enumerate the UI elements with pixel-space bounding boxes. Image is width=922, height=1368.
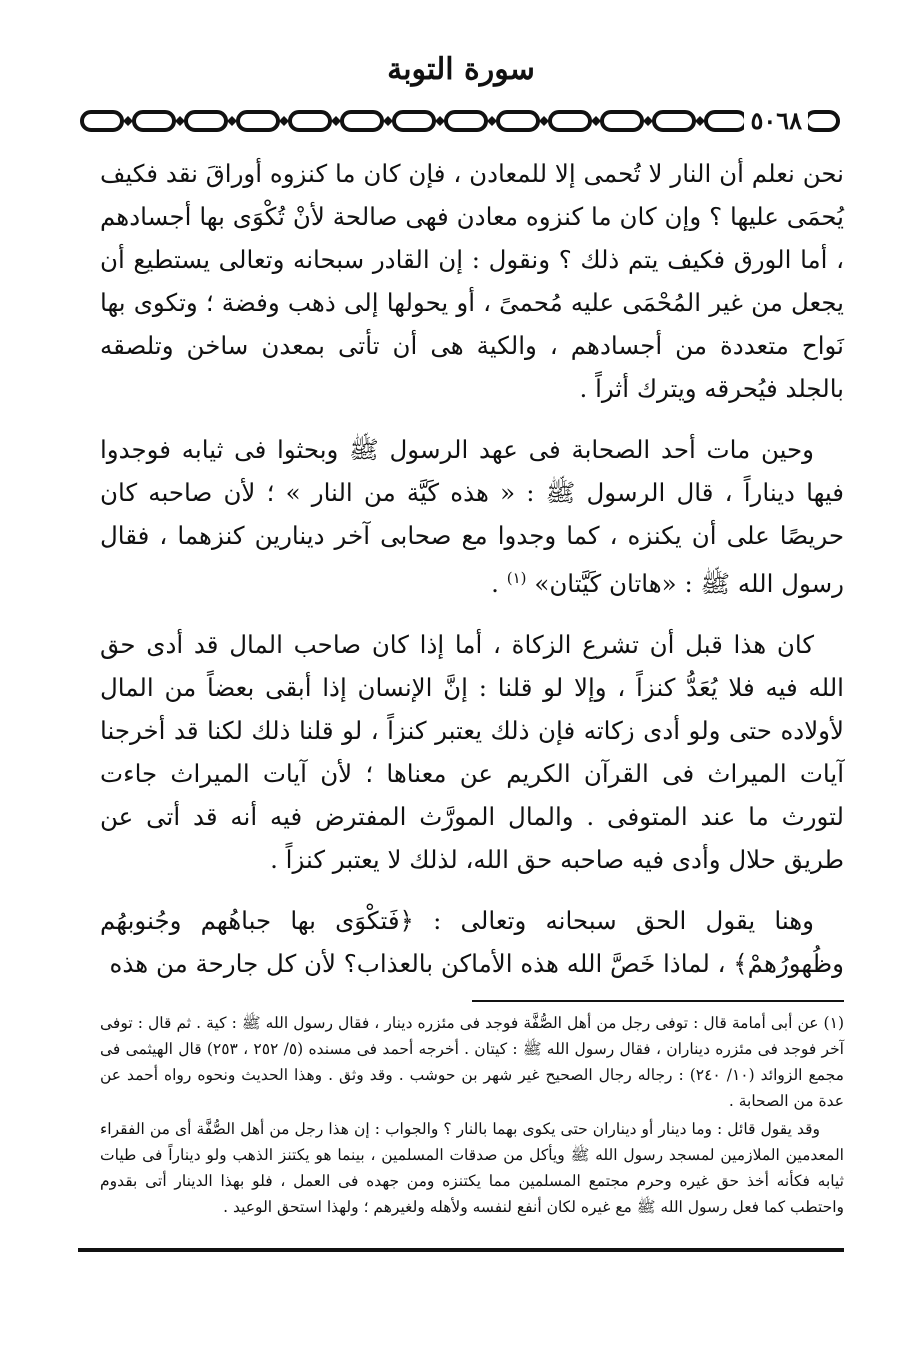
paragraph-2-text: وحين مات أحد الصحابة فى عهد الرسول ﷺ وبحثوا فى ثيابه فوجدوا فيها ديناراً ، قال الرسول ﷺ : « هذه كَيَّة من النار » ؛ لأن صاحبه كان حريصًا على أن يكنزه ، كما وجدوا مع صحابى آخر دينارين كنزهما ، فقال رسول الله ﷺ : «هاتان كَيَّتان» xyxy=(100,435,844,599)
paragraph-4: وهنا يقول الحق سبحانه وتعالى : ﴿فَتكْوَى بها جباهُهم وجُنوبهُم وظُهورُهمْ﴾ ، لماذا خَصَّ الله هذه الأماكن بالعذاب؟ لأن كل جارحة من هذه xyxy=(100,906,844,979)
footnote-reference: (١) xyxy=(506,569,527,587)
ornament-chain-icon xyxy=(78,104,842,138)
decorative-border xyxy=(78,104,842,138)
main-text xyxy=(100,152,844,1003)
footnotes xyxy=(100,1010,844,1222)
footnote-2: وقد يقول قائل : وما دينار أو ديناران حتى يكوى بهما بالنار ؟ والجواب : إن هذا رجل من أهل الصُّفَّة أى من الفقراء المعدمين الملازمين لمسجد رسول الله ﷺ ويأكل من صدقات المسلمين ، بينما هو يكتنز الذهب ولو ديناراً فى طيات ثيابه فكأنه أخذ حق غيره وحرم مجتمع المسلمين مما يكتنزه ومن جهده فى العمل ، فلو بهذا الدينار أتى بقدوم واحتطب كما فعل رسول الله ﷺ مع غيره لكان أنفع لنفسه ولأهله ولغيرهم ؛ ولهذا استحق الوعيد . xyxy=(100,1120,844,1216)
surah-title: سورة التوبة xyxy=(387,52,535,87)
bottom-divider xyxy=(78,1248,844,1252)
paragraph-2: وحين مات أحد الصحابة فى عهد الرسول ﷺ وبحثوا فى ثيابه فوجدوا فيها ديناراً ، قال الرسول ﷺ : « هذه كَيَّة من النار » ؛ لأن صاحبه كان حريصًا على أن يكنزه ، كما وجدوا مع صحابى آخر دينارين كنزهما ، فقال رسول الله ﷺ : «هاتان كَيَّتان» $^{(١)}$ . xyxy=(100,435,844,599)
footnote-1: (١) عن أبى أمامة قال : توفى رجل من أهل الصُّفَّة فوجد فى مئزره دينار ، فقال رسول الله ﷺ : كية . ثم قال : توفى آخر فوجد فى مئزره ديناران ، فقال رسول الله ﷺ : كيتان . أخرجه أحمد فى مسنده (٥/ ٢٥٢ ، ٢٥٣) قال الهيثمى فى مجمع الزوائد (١٠/ ٢٤٠) : رجاله رجال الصحيح غير شهر بن حوشب . وقد وثق . وهذا الحديث ونحوه رواه أحمد عن عدة من الصحابة . xyxy=(100,1014,844,1110)
paragraph-3: كان هذا قبل أن تشرع الزكاة ، أما إذا كان صاحب المال قد أدى حق الله فيه فلا يُعَدُّ كنزاً ، وإلا لو قلنا : إنَّ الإنسان إذا أبقى بعضاً من المال لأولاده حتى ولو أدى زكاته فإن ذلك يعتبر كنزاً ، لو قلنا ذلك لكنا قد أخرجنا آيات الميراث فى القرآن الكريم عن معناها ؛ لأن آيات الميراث جاءت لتورث ما عند المتوفى . والمال المورَّث المفترض فيه أنه قد أتى عن طريق حلال وأدى فيه صاحبه حق الله، لذلك لا يعتبر كنزاً . xyxy=(100,630,844,875)
footnote-divider xyxy=(472,1000,844,1002)
paragraph-1: نحن نعلم أن النار لا تُحمى إلا للمعادن ، فإن كان ما كنزوه أوراقَ نقد فكيف يُحمَى عليها ؟ وإن كان ما كنزوه معادن فهى صالحة لأنْ تُكْوَى بها أجسادهم ، أما الورق فكيف يتم ذلك ؟ ونقول : إن القادر سبحانه وتعالى يستطيع أن يجعل من غير المُحْمَى عليه مُحمىً ، أو يحولها إلى ذهب وفضة ؛ وتكوى بها نَواح متعددة من أجسادهم ، والكية هى أن تأتى بمعدن ساخن وتلصقه بالجلد فيُحرقه ويترك أثراً . xyxy=(100,159,844,403)
page-number: ٥٠٦٨ xyxy=(744,104,808,138)
